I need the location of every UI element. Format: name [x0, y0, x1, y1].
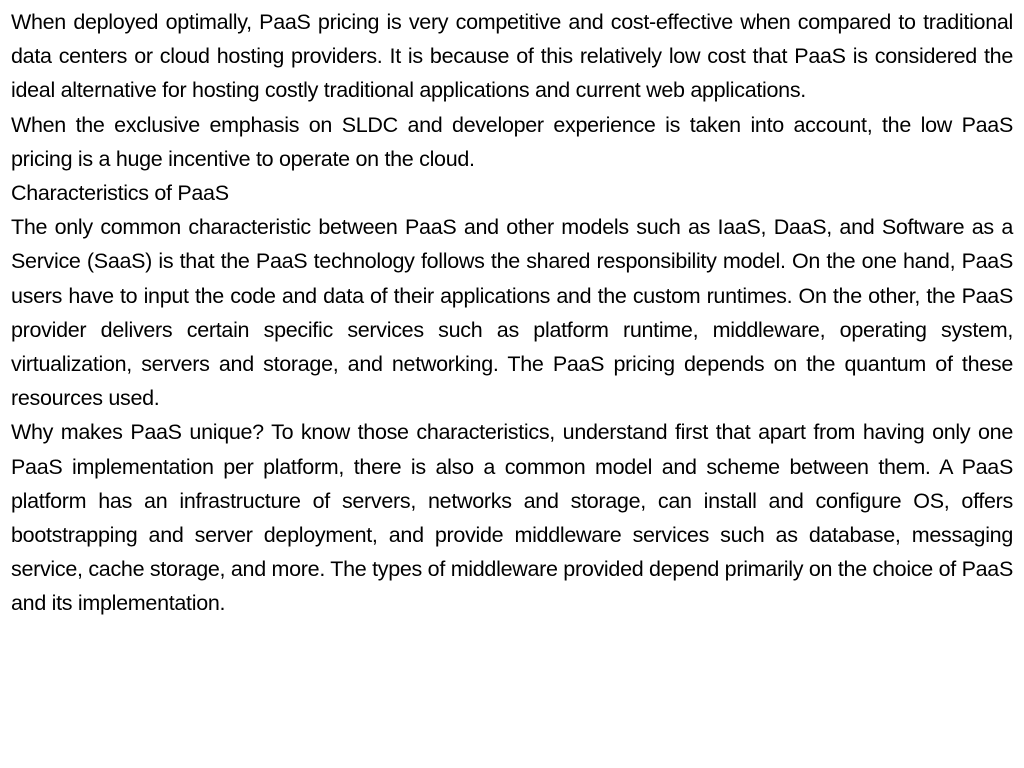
paragraph-paas-pricing: When deployed optimally, PaaS pricing is very competitive and cost-effective when compared to traditional data centers or cloud hosting providers. It is because of this relatively low cost that PaaS is considered the ideal alternative for hosting costly traditional applications and current web applications.	[11, 10, 1013, 103]
paragraph-sldc-emphasis: When the exclusive emphasis on SLDC and developer experience is taken into account, the low PaaS pricing is a huge incentive to operate on the cloud.	[11, 112, 1013, 171]
paragraph-paas-unique: Why makes PaaS unique? To know those characteristics, understand first that apart from having only one PaaS implementation per platform, there is also a common model and scheme between them. A PaaS platform has an infrastructure of servers, networks and storage, can install and configure OS, offers bootstrapping and server deployment, and provide middleware services such as database, messaging service, cache storage, and more. The types of middleware provided depend primarily on the choice of PaaS and its implementation.	[11, 420, 1013, 616]
paragraph-shared-responsibility: The only common characteristic between PaaS and other models such as IaaS, DaaS, and Software as a Service (SaaS) is that the PaaS technology follows the shared responsibility model. On the one hand, PaaS users have to input the code and data of their applications and the custom runtimes. On the other, the PaaS provider delivers certain specific services such as platform runtime, middleware, operating system, virtualization, servers and storage, and networking. The PaaS pricing depends on the quantum of these resources used.	[11, 215, 1013, 411]
section-heading: Characteristics of PaaS	[11, 181, 229, 206]
